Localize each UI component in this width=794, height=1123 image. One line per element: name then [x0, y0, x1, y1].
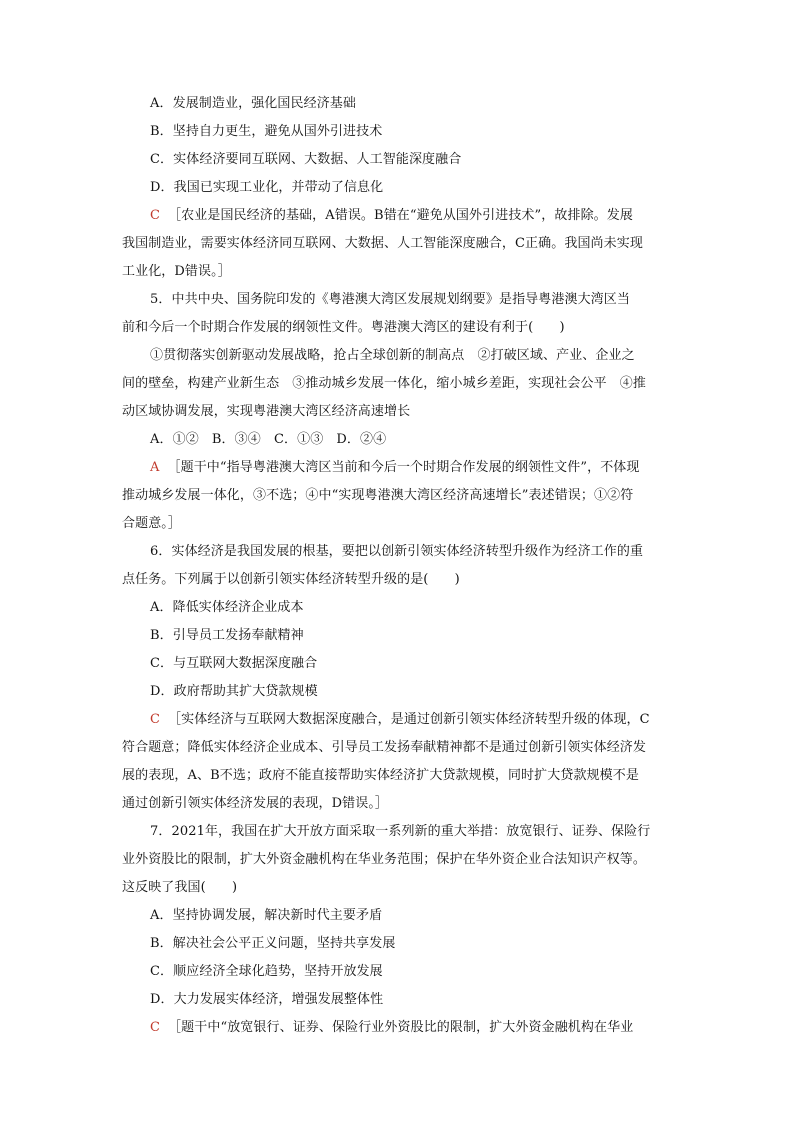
q5-answer: A: [150, 460, 160, 475]
q7-option-c: C．顺应经济全球化趋势，坚持开放发展: [150, 964, 383, 979]
q5-items-line-2: 间的壁垒，构建产业新生态 ③推动城乡发展一体化，缩小城乡差距，实现社会公平 ④推: [122, 376, 647, 391]
q6-option-d: D．政府帮助其扩大贷款规模: [150, 684, 318, 699]
q7-analysis-line-1: [150, 1020, 633, 1036]
q6-analysis-text-1: ［实体经济与互联网大数据深度融合，是通过创新引领实体经济转型升级的体现，C: [168, 712, 650, 727]
q5-analysis-line-1: [150, 460, 640, 476]
q5-items-line-3: 动区域协调发展，实现粤港澳大湾区经济高速增长: [122, 404, 411, 419]
q6-option-c: C．与互联网大数据深度融合: [150, 656, 318, 671]
q5-analysis-line-3: 合题意。］: [122, 516, 182, 531]
q4-answer: C: [150, 208, 161, 223]
q4-option-a: A．发展制造业，强化国民经济基础: [150, 96, 356, 111]
q6-analysis-line-3: 展的表现，A、B不选；政府不能直接帮助实体经济扩大贷款规模，同时扩大贷款规模不是: [122, 768, 639, 783]
q7-option-d: D．大力发展实体经济，增强发展整体性: [150, 992, 384, 1007]
q7-stem-line-2: 业外资股比的限制，扩大外资金融机构在华业务范围；保护在华外资企业合法知识产权等。: [122, 852, 647, 867]
q6-analysis-line-2: 符合题意；降低实体经济企业成本、引导员工发扬奉献精神都不是通过创新引领实体经济发: [122, 740, 647, 755]
q6-option-a: A．降低实体经济企业成本: [150, 600, 304, 615]
q5-analysis-line-2: 推动城乡发展一体化，③不选；④中“实现粤港澳大湾区经济高速增长”表述错误；①②符: [122, 488, 634, 503]
q5-stem-line-2: 前和今后一个时期合作发展的纲领性文件。粤港澳大湾区的建设有利于( ): [122, 320, 565, 335]
q5-items-line-1: ①贯彻落实创新驱动发展战略，抢占全球创新的制高点 ②打破区域、产业、企业之: [150, 348, 635, 363]
q4-option-c: C．实体经济要同互联网、大数据、人工智能深度融合: [150, 152, 462, 167]
q4-option-b: B．坚持自力更生，避免从国外引进技术: [150, 124, 383, 139]
q6-stem-line-2: 点任务。下列属于以创新引领实体经济转型升级的是( ): [122, 572, 460, 587]
q7-analysis-text-1: ［题干中“放宽银行、证券、保险行业外资股比的限制，扩大外资金融机构在华业: [168, 1020, 634, 1035]
q6-answer: C: [150, 712, 161, 727]
q4-option-d: D．我国已实现工业化，并带动了信息化: [150, 180, 384, 195]
q4-analysis-text-1: ［农业是国民经济的基础，A错误。B错在“避免从国外引进技术”，故排除。发展: [168, 208, 633, 223]
q5-analysis-text-1: ［题干中“指导粤港澳大湾区当前和今后一个时期合作发展的纲领性文件”，不体现: [167, 460, 640, 475]
q5-options: A．①② B．③④ C．①③ D．②④: [150, 432, 387, 447]
q7-stem-line-1: 7．2021年，我国在扩大开放方面采取一系列新的重大举措：放宽银行、证券、保险行: [150, 824, 651, 839]
q7-stem-line-3: 这反映了我国( ): [122, 880, 238, 895]
q4-analysis-line-1: [150, 208, 633, 224]
q7-option-b: B．解决社会公平正义问题，坚持共享发展: [150, 936, 396, 951]
q6-option-b: B．引导员工发扬奉献精神: [150, 628, 304, 643]
q5-stem-line-1: 5．中共中央、国务院印发的《粤港澳大湾区发展规划纲要》是指导粤港澳大湾区当: [150, 292, 630, 307]
q4-analysis-line-3: 工业化，D错误。］: [122, 264, 231, 279]
q4-analysis-line-2: 我国制造业，需要实体经济同互联网、大数据、人工智能深度融合，C正确。我国尚未实现: [122, 236, 643, 251]
q7-answer: C: [150, 1020, 161, 1035]
q6-analysis-line-4: 通过创新引领实体经济发展的表现，D错误。］: [122, 796, 389, 811]
q6-analysis-line-1: [150, 712, 650, 728]
q7-option-a: A．坚持协调发展，解决新时代主要矛盾: [150, 908, 383, 923]
q6-stem-line-1: 6．实体经济是我国发展的根基，要把以创新引领实体经济转型升级作为经济工作的重: [150, 544, 644, 559]
